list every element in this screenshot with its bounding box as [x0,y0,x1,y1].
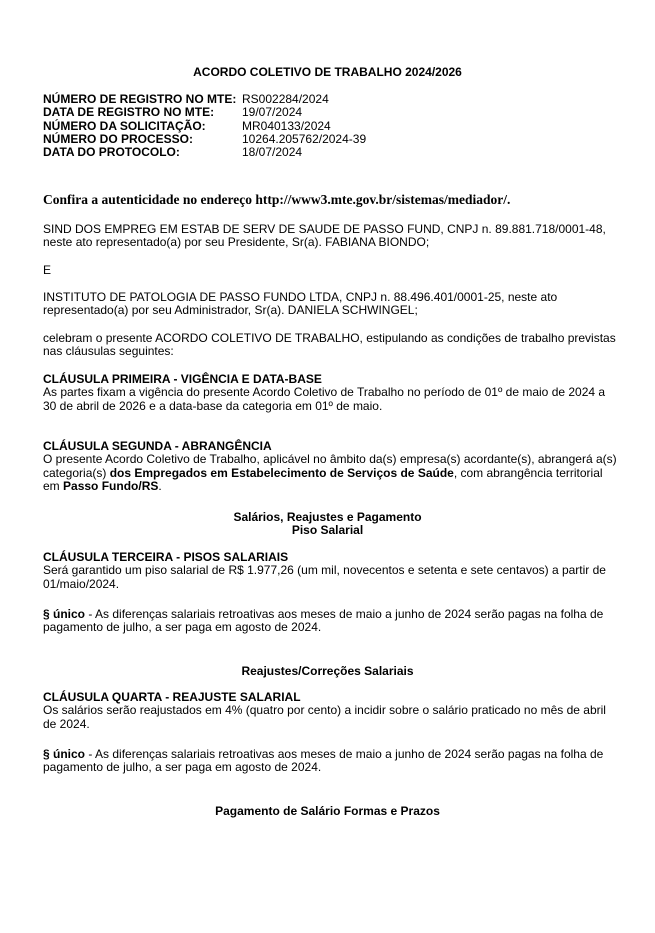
section-salaries-title: Salários, Reajustes e Pagamento [233,510,422,524]
party-two: INSTITUTO DE PATOLOGIA DE PASSO FUNDO LTDA, CNPJ n. 88.496.401/0001-25, neste ato representado(a) por seu Administrador, Sr(a). DANIELA SCHWINGEL; [43,290,558,318]
clause-two-text [43,453,618,493]
registration-value: 18/07/2024 [242,145,303,160]
clause-two-text-c: . [158,479,162,494]
intro-paragraph: celebram o presente ACORDO COLETIVO DE TRABALHO, estipulando as condições de trabalho previstas nas cláusulas seguintes: [43,331,616,359]
registration-label: DATA DE REGISTRO NO MTE: [43,105,215,120]
registration-row [43,133,366,146]
authenticity-notice: Confira a autenticidade no endereço http://www3.mte.gov.br/sistemas/mediador/. [43,192,511,207]
registration-value: MR040133/2024 [242,118,331,133]
registration-value: RS002284/2024 [242,92,329,106]
registration-value: 19/07/2024 [242,105,303,120]
clause-two-heading: CLÁUSULA SEGUNDA - ABRANGÊNCIA [43,439,272,453]
clause-four [43,691,618,731]
conjunction: E [43,263,52,277]
clause-three [43,551,618,591]
clause-one-heading: CLÁUSULA PRIMEIRA - VIGÊNCIA E DATA-BASE [43,372,322,386]
document-title: ACORDO COLETIVO DE TRABALHO 2024/2026 [193,65,462,79]
registration-row [43,93,366,106]
clause-four-sole-text: - As diferenças salariais retroativas aos meses de maio a junho de 2024 serão pagas na folha de pagamento de julho, a ser paga em agosto de 2024. [43,747,604,775]
clause-four-sole-paragraph [43,748,618,775]
clause-two-category: dos Empregados em Estabelecimento de Serviços de Saúde [109,465,454,480]
registration-row [43,106,366,119]
clause-one-text: As partes fixam a vigência do presente Acordo Coletivo de Trabalho no período de 01º de maio de 2024 a 30 de abril de 2026 e a data-base da categoria em 01º de maio. [43,385,606,413]
registration-block [43,93,366,159]
registration-label: NÚMERO DO PROCESSO: [43,131,194,146]
registration-row [43,146,366,159]
clause-two-territory: Passo Fundo/RS [63,479,159,494]
clause-four-heading: CLÁUSULA QUARTA - REAJUSTE SALARIAL [43,690,301,704]
clause-three-sole-text: - As diferenças salariais retroativas aos meses de maio a junho de 2024 serão pagas na folha de pagamento de julho, a ser paga em agosto de 2024. [43,607,604,635]
registration-row [43,120,366,133]
clause-three-sole-label: § único [43,607,86,621]
clause-one [43,373,618,413]
registration-label: NÚMERO DA SOLICITAÇÃO: [43,118,206,133]
clause-three-sole-paragraph [43,608,618,635]
clause-two-text-a: O presente Acordo Coletivo de Trabalho, aplicável no âmbito da(s) empresa(s) acordante(s), abrangerá a(s) categoria(s) [43,452,617,480]
registration-label: NÚMERO DE REGISTRO NO MTE: [43,92,237,106]
party-one: SIND DOS EMPREG EM ESTAB DE SERV DE SAUDE DE PASSO FUND, CNPJ n. 89.881.718/0001-48, neste ato representado(a) por seu Presidente, Sr(a). FABIANA BIONDO; [43,222,606,250]
clause-two-text-b: , com abrangência territorial em [43,465,603,494]
registration-label: DATA DO PROTOCOLO: [43,145,180,160]
clause-three-text: Será garantido um piso salarial de R$ 1.977,26 (um mil, novecentos e setenta e sete centavos) a partir de 01/maio/2024. [43,563,606,591]
section-salaries [0,511,655,538]
registration-value: 10264.205762/2024-39 [242,131,367,146]
section-salaries-subtitle: Piso Salarial [291,523,364,538]
clause-four-text: Os salários serão reajustados em 4% (quatro por cento) a incidir sobre o salário praticado no mês de abril de 2024. [43,703,606,731]
clause-two [43,440,618,494]
section-payment: Pagamento de Salário Formas e Prazos [215,804,440,818]
section-adjustments: Reajustes/Correções Salariais [241,664,414,678]
clause-four-sole-label: § único [43,747,86,761]
clause-three-heading: CLÁUSULA TERCEIRA - PISOS SALARIAIS [43,550,289,564]
